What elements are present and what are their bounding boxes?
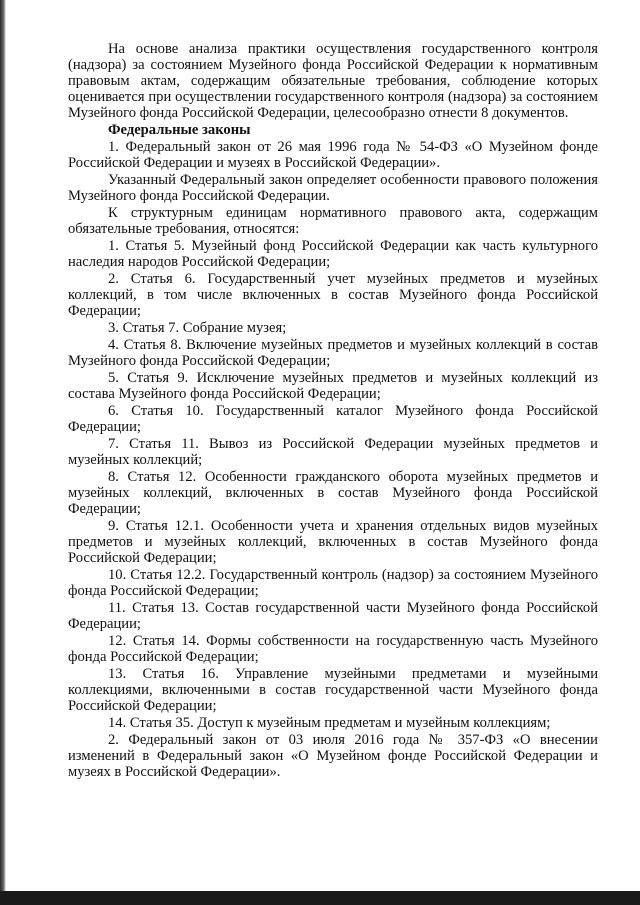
paragraph-law-description: Указанный Федеральный закон определяет особенности правового положения Музейного фонда Российской Федерации. (68, 172, 598, 204)
list-item-article-9: 5. Статья 9. Исключение музейных предметов и музейных коллекций из состава Музейного фонда Российской Федерации; (68, 370, 598, 402)
list-item-article-6: 2. Статья 6. Государственный учет музейных предметов и музейных коллекций, в том числе включенных в состав Музейного фонда Российской Федерации; (68, 271, 598, 319)
intro-paragraph: На основе анализа практики осуществления государственного контроля (надзора) за состоянием Музейного фонда Российской Федерации к нормативным правовым актам, содержащим обязательные требования, соблюдение которых оценивается при осуществлении государственного контроля (надзора) за состоянием Музейного фонда Российской Федерации, целесообразно отнести 8 документов. (68, 41, 598, 121)
list-item-article-12-2: 10. Статья 12.2. Государственный контроль (надзор) за состоянием Музейного фонда Российской Федерации; (68, 567, 598, 599)
document-page (68, 41, 598, 781)
scan-bottom-edge (0, 891, 640, 905)
list-item-article-35: 14. Статья 35. Доступ к музейным предметам и музейным коллекциям; (108, 715, 551, 731)
paragraph-structural-units: К структурным единицам нормативного правового акта, содержащим обязательные требования, относятся: (68, 205, 598, 237)
list-item-article-14: 12. Статья 14. Формы собственности на государственную часть Музейного фонда Российской Федерации; (68, 633, 598, 665)
list-item-article-8: 4. Статья 8. Включение музейных предметов и музейных коллекций в состав Музейного фонда Российской Федерации; (68, 337, 598, 369)
scan-left-edge (0, 0, 6, 905)
list-item-article-7: 3. Статья 7. Собрание музея; (108, 320, 287, 336)
paragraph-law-2: 2. Федеральный закон от 03 июля 2016 года № 357-ФЗ «О внесении изменений в Федеральный закон «О Музейном фонде Российской Федерации и музеях в Российской Федерации». (68, 732, 598, 780)
list-item-article-5: 1. Статья 5. Музейный фонд Российской Федерации как часть культурного наследия народов Российской Федерации; (68, 238, 598, 270)
list-item-article-11: 7. Статья 11. Вывоз из Российской Федерации музейных предметов и музейных коллекций; (68, 436, 598, 468)
list-item-article-12-1: 9. Статья 12.1. Особенности учета и хранения отдельных видов музейных предметов и музейных коллекций, включенных в состав Музейного фонда Российской Федерации; (68, 518, 598, 566)
list-item-article-16: 13. Статья 16. Управление музейными предметами и музейными коллекциями, включенными в состав государственной части Музейного фонда Российской Федерации; (68, 666, 598, 714)
paragraph-law-1: 1. Федеральный закон от 26 мая 1996 года № 54-ФЗ «О Музейном фонде Российской Федерации и музеях в Российской Федерации». (68, 139, 598, 171)
list-item-article-13: 11. Статья 13. Состав государственной части Музейного фонда Российской Федерации; (68, 600, 598, 632)
list-item-article-12: 8. Статья 12. Особенности гражданского оборота музейных предметов и музейных коллекций, включенных в состав Музейного фонда Российской Федерации; (68, 469, 598, 517)
section-heading: Федеральные законы (108, 122, 251, 138)
list-item-article-10: 6. Статья 10. Государственный каталог Музейного фонда Российской Федерации; (68, 403, 598, 435)
